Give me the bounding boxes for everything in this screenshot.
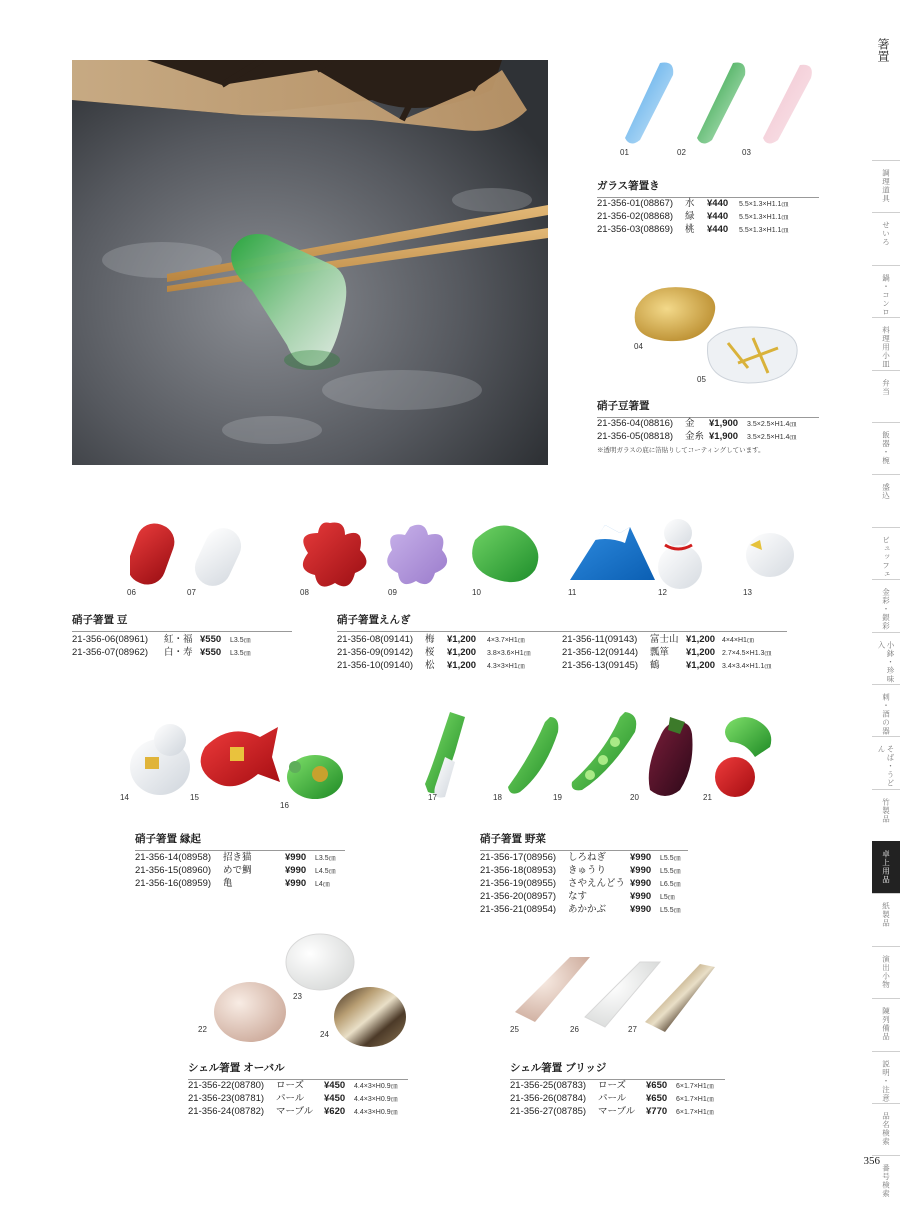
- product-size: L6.5㎝: [660, 881, 681, 888]
- glass-rest-illustration: [615, 60, 825, 160]
- product-size: 3.5×2.5×H1.4㎝: [747, 434, 797, 441]
- index-tab[interactable]: [872, 998, 900, 1050]
- product-code: 21-356-01(08867): [597, 198, 674, 209]
- item-number: 19: [553, 793, 562, 802]
- item-number: 27: [628, 1025, 637, 1034]
- product-code: 21-356-20(08957): [480, 891, 557, 902]
- index-tab-label: 弁当: [881, 378, 891, 396]
- product-row: [480, 878, 681, 891]
- category-title: 箸置: [876, 38, 890, 62]
- product-price: ¥990: [285, 878, 307, 889]
- index-tab-label: 金彩・銀彩: [881, 588, 891, 631]
- product-name: 鶴: [650, 660, 660, 671]
- price-list: [597, 418, 796, 444]
- index-tab[interactable]: [872, 212, 900, 264]
- price-list: [480, 852, 681, 917]
- product-name: 瓢箪: [650, 647, 670, 658]
- product-name: 水: [685, 198, 695, 209]
- product-price: ¥770: [646, 1106, 668, 1117]
- product-price: ¥450: [324, 1093, 346, 1104]
- product-row: [135, 865, 336, 878]
- index-tab-label: 竹製品: [881, 797, 891, 824]
- product-code: 21-356-27(08785): [510, 1106, 587, 1117]
- product-size: 3.8×3.6×H1㎝: [487, 650, 531, 657]
- product-name: あかかぶ: [568, 904, 607, 915]
- index-tab-label: 小鉢・珍味入: [877, 640, 895, 684]
- price-list: [562, 634, 771, 673]
- index-tab-label: ビュッフェ: [881, 535, 891, 579]
- product-name: さやえんどう: [568, 878, 626, 889]
- product-size: 5.5×1.3×H1.1㎝: [739, 214, 789, 221]
- product-name: きゅうり: [568, 865, 607, 876]
- price-list: [188, 1080, 398, 1119]
- product-row: [72, 647, 251, 660]
- product-size: 6×1.7×H1㎝: [676, 1109, 714, 1116]
- product-name: 桃: [685, 224, 695, 235]
- product-row: [480, 852, 681, 865]
- engi-shape-illustration: [130, 515, 795, 595]
- item-number: 25: [510, 1025, 519, 1034]
- item-number: 05: [697, 375, 706, 384]
- product-code: 21-356-03(08869): [597, 224, 674, 235]
- item-number: 24: [320, 1030, 329, 1039]
- index-tab-label: 刺・酒の器: [881, 692, 891, 736]
- price-list: [72, 634, 251, 660]
- product-code: 21-356-22(08780): [188, 1080, 265, 1091]
- product-row: [597, 211, 788, 224]
- product-price: ¥650: [646, 1080, 668, 1091]
- product-code: 21-356-21(08954): [480, 904, 557, 915]
- engi-and-yasai-photos: [120, 712, 785, 812]
- section-title: ガラス箸置き: [597, 178, 819, 198]
- side-index: [872, 160, 900, 1208]
- product-code: 21-356-08(09141): [337, 634, 414, 645]
- index-tab[interactable]: [872, 474, 900, 526]
- product-size: 4.4×3×H0.9㎝: [354, 1096, 398, 1103]
- product-row: [135, 878, 336, 891]
- product-code: 21-356-24(08782): [188, 1106, 265, 1117]
- index-tab-label: 飯器・椀: [881, 430, 891, 465]
- product-price: ¥1,200: [447, 647, 477, 658]
- index-tab-label: 品名検索: [881, 1112, 891, 1147]
- product-size: L5.5㎝: [660, 907, 681, 914]
- index-tab-label: 調理道具: [881, 169, 891, 203]
- product-row: [480, 865, 681, 878]
- product-code: 21-356-09(09142): [337, 647, 414, 658]
- section-title: 硝子箸置 野菜: [480, 831, 688, 851]
- index-tab-label: 説明・注意: [881, 1059, 891, 1103]
- index-tab-label: せいろ: [881, 221, 891, 247]
- product-price: ¥1,200: [686, 660, 716, 671]
- index-tab-label: 鍋・コンロ: [881, 273, 891, 317]
- product-code: 21-356-19(08955): [480, 878, 557, 889]
- product-code: 21-356-13(09145): [562, 660, 639, 671]
- item-number: 21: [703, 793, 712, 802]
- product-size: 2.7×4.5×H1.3㎝: [722, 650, 772, 657]
- hero-illustration: [72, 60, 548, 465]
- product-price: ¥1,200: [447, 660, 477, 671]
- index-tab[interactable]: [872, 736, 900, 788]
- item-number: 11: [568, 588, 577, 597]
- product-price: ¥1,200: [447, 634, 477, 645]
- product-row: [562, 634, 771, 647]
- product-size: 5.5×1.3×H1.1㎝: [739, 227, 789, 234]
- item-number: 12: [658, 588, 667, 597]
- note-text: ※透明ガラスの底に箔貼りしてコーティングしています。: [597, 447, 765, 454]
- shell-rest-illustration: [210, 932, 720, 1047]
- index-tab-label: 紙製品: [881, 902, 891, 928]
- item-number: 17: [428, 793, 437, 802]
- product-code: 21-356-16(08959): [135, 878, 212, 889]
- index-tab[interactable]: [872, 841, 900, 893]
- item-number: 20: [630, 793, 639, 802]
- index-tab[interactable]: [872, 422, 900, 474]
- product-price: ¥650: [646, 1093, 668, 1104]
- index-tab[interactable]: [872, 684, 900, 736]
- product-row: [562, 647, 771, 660]
- index-tab[interactable]: [872, 265, 900, 317]
- index-tab-label: 陳列備品: [881, 1007, 891, 1042]
- section-title: シェル箸置 オーバル: [188, 1060, 408, 1080]
- product-name: ローズ: [276, 1080, 305, 1091]
- index-tab[interactable]: [872, 317, 900, 369]
- product-size: 6×1.7×H1㎝: [676, 1096, 714, 1103]
- item-number: 07: [187, 588, 196, 597]
- product-row: [480, 904, 681, 917]
- product-price: ¥990: [630, 865, 652, 876]
- product-code: 21-356-11(09143): [562, 634, 638, 645]
- hero-photo: [72, 60, 548, 465]
- product-name: 桜: [425, 647, 435, 658]
- price-list: [510, 1080, 714, 1119]
- product-code: 21-356-05(08818): [597, 431, 674, 442]
- product-row: [480, 891, 681, 904]
- page-number: 356: [863, 1155, 880, 1167]
- product-price: ¥1,900: [709, 431, 739, 442]
- product-row: [597, 198, 788, 211]
- product-price: ¥440: [707, 224, 729, 235]
- index-tab-label: 演出小物: [881, 954, 891, 989]
- product-code: 21-356-10(09140): [337, 660, 414, 671]
- product-name: なす: [568, 891, 588, 902]
- product-price: ¥1,900: [709, 418, 739, 429]
- shell-rest-photos: [210, 932, 720, 1047]
- product-name: 富士山: [650, 634, 679, 645]
- index-tab[interactable]: [872, 160, 900, 212]
- product-code: 21-356-06(08961): [72, 634, 149, 645]
- product-code: 21-356-25(08783): [510, 1080, 587, 1091]
- product-name: 金糸: [685, 431, 705, 442]
- index-tab[interactable]: [872, 632, 900, 684]
- item-number: 18: [493, 793, 502, 802]
- bean-rest-photos: [628, 283, 808, 388]
- section-title: 硝子豆箸置: [597, 398, 819, 418]
- product-row: [597, 224, 788, 237]
- product-row: [337, 647, 531, 660]
- item-number: 03: [742, 148, 751, 157]
- item-number: 09: [388, 588, 397, 597]
- product-code: 21-356-23(08781): [188, 1093, 265, 1104]
- price-list: [135, 852, 336, 891]
- item-number: 02: [677, 148, 686, 157]
- product-code: 21-356-15(08960): [135, 865, 212, 876]
- product-code: 21-356-14(08958): [135, 852, 212, 863]
- item-number: 15: [190, 793, 199, 802]
- engi-shape-photos: [130, 515, 795, 595]
- product-name: 梅: [425, 634, 435, 645]
- engi-yasai-illustration: [120, 712, 785, 812]
- item-number: 10: [472, 588, 481, 597]
- product-code: 21-356-07(08962): [72, 647, 149, 658]
- product-size: 4×4×H1㎝: [722, 637, 754, 644]
- product-row: [597, 418, 796, 431]
- product-price: ¥990: [630, 878, 652, 889]
- section-title: 硝子箸置 豆: [72, 612, 292, 632]
- price-list: [337, 634, 531, 673]
- product-row: [337, 634, 531, 647]
- index-tab-label: そば・うどん: [877, 745, 895, 788]
- product-price: ¥990: [630, 904, 652, 915]
- index-tab[interactable]: [872, 1051, 900, 1103]
- index-tab[interactable]: [872, 946, 900, 998]
- product-size: L5.5㎝: [660, 868, 681, 875]
- product-price: ¥990: [285, 865, 307, 876]
- product-name: 亀: [223, 878, 233, 889]
- product-size: 4.4×3×H0.9㎝: [354, 1109, 398, 1116]
- product-price: ¥440: [707, 211, 729, 222]
- product-row: [337, 660, 531, 673]
- product-size: L3.5㎝: [315, 855, 336, 862]
- product-price: ¥620: [324, 1106, 346, 1117]
- product-size: 3.5×2.5×H1.4㎝: [747, 421, 797, 428]
- section-title: 硝子箸置 縁起: [135, 831, 345, 851]
- product-name: 金: [685, 418, 695, 429]
- product-code: 21-356-02(08868): [597, 211, 674, 222]
- item-number: 22: [198, 1025, 207, 1034]
- index-tab[interactable]: [872, 579, 900, 631]
- product-price: ¥1,200: [686, 634, 716, 645]
- product-price: ¥550: [200, 634, 222, 645]
- section-title: 硝子箸置えんぎ: [337, 612, 787, 632]
- product-price: ¥550: [200, 647, 222, 658]
- product-row: [510, 1106, 714, 1119]
- index-tab[interactable]: [872, 893, 900, 945]
- product-size: 5.5×1.3×H1.1㎝: [739, 201, 789, 208]
- price-list: [597, 198, 788, 237]
- product-code: 21-356-26(08784): [510, 1093, 587, 1104]
- product-name: パール: [598, 1093, 627, 1104]
- product-row: [135, 852, 336, 865]
- product-row: [562, 660, 771, 673]
- bean-rest-illustration: [628, 283, 808, 388]
- product-price: ¥990: [630, 891, 652, 902]
- product-price: ¥440: [707, 198, 729, 209]
- index-tab[interactable]: [872, 1103, 900, 1155]
- product-code: 21-356-18(08953): [480, 865, 557, 876]
- product-name: マーブル: [276, 1106, 314, 1117]
- product-code: 21-356-04(08816): [597, 418, 674, 429]
- product-size: 3.4×3.4×H1.1㎝: [722, 663, 772, 670]
- product-code: 21-356-17(08956): [480, 852, 557, 863]
- product-row: [597, 431, 796, 444]
- product-name: 白・寿: [164, 647, 193, 658]
- item-number: 04: [634, 342, 643, 351]
- product-name: 緑: [685, 211, 695, 222]
- glass-rest-photos: [615, 60, 825, 160]
- product-row: [510, 1093, 714, 1106]
- product-size: 4.3×3×H1㎝: [487, 663, 525, 670]
- product-size: L5㎝: [660, 894, 675, 901]
- product-size: 4.4×3×H0.9㎝: [354, 1083, 398, 1090]
- index-tab-label: 料理用小皿: [881, 326, 891, 369]
- product-row: [510, 1080, 714, 1093]
- item-number: 13: [743, 588, 752, 597]
- product-size: L5.5㎝: [660, 855, 681, 862]
- product-size: L4.5㎝: [315, 868, 336, 875]
- product-row: [72, 634, 251, 647]
- product-row: [188, 1093, 398, 1106]
- product-size: L3.5㎝: [230, 637, 251, 644]
- item-number: 26: [570, 1025, 579, 1034]
- product-size: 4×3.7×H1㎝: [487, 637, 525, 644]
- index-tab-label: 卓上用品: [881, 850, 891, 885]
- product-row: [188, 1080, 398, 1093]
- product-size: 6×1.7×H1㎝: [676, 1083, 714, 1090]
- item-number: 14: [120, 793, 129, 802]
- item-number: 01: [620, 148, 629, 157]
- item-number: 16: [280, 801, 289, 810]
- product-size: L4㎝: [315, 881, 330, 888]
- item-number: 23: [293, 992, 302, 1001]
- product-name: めで鯛: [223, 865, 252, 876]
- index-tab-label: 番号検索: [881, 1164, 891, 1199]
- index-tab-label: 盛込: [881, 483, 891, 501]
- product-name: パール: [276, 1093, 305, 1104]
- product-price: ¥990: [285, 852, 307, 863]
- product-size: L3.5㎝: [230, 650, 251, 657]
- product-code: 21-356-12(09144): [562, 647, 639, 658]
- item-number: 08: [300, 588, 309, 597]
- product-name: 紅・福: [164, 634, 193, 645]
- product-price: ¥990: [630, 852, 652, 863]
- index-tab[interactable]: [872, 527, 900, 579]
- product-row: [188, 1106, 398, 1119]
- product-name: しろねぎ: [568, 852, 607, 863]
- section-title: シェル箸置 ブリッジ: [510, 1060, 725, 1080]
- item-number: 06: [127, 588, 136, 597]
- index-tab[interactable]: [872, 789, 900, 841]
- index-tab[interactable]: [872, 370, 900, 422]
- product-name: 松: [425, 660, 435, 671]
- product-price: ¥1,200: [686, 647, 716, 658]
- product-price: ¥450: [324, 1080, 346, 1091]
- product-name: ローズ: [598, 1080, 627, 1091]
- product-name: マーブル: [598, 1106, 636, 1117]
- product-name: 招き猫: [223, 852, 252, 863]
